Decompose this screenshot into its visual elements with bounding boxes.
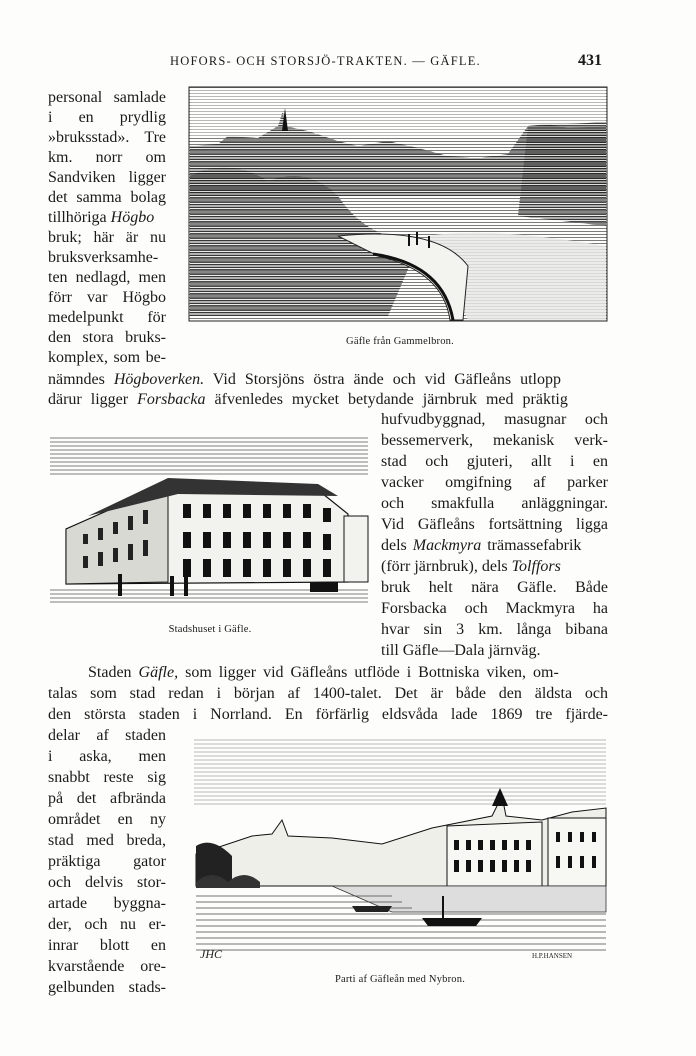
figure-gammelbron (188, 86, 608, 322)
text-fragment: trämassefabrik (487, 537, 582, 554)
running-title: HOFORS- OCH STORSJÖ-TRAKTEN. — GÄFLE. (170, 54, 481, 68)
text-line: området en ny (48, 811, 166, 828)
caption-stadshuset: Stadshuset i Gäfle. (168, 624, 252, 635)
text-line: i en prydlig (48, 109, 166, 126)
text-line (48, 390, 608, 410)
text-italic-hogbo: Högbo (110, 209, 155, 226)
engraver-signature-right: H.P.HANSEN (532, 952, 573, 960)
running-head (0, 52, 696, 74)
text-line: vacker omgifning af parker (381, 474, 608, 491)
text-fragment: därur ligger (48, 391, 129, 408)
text-fragment: Staden (88, 664, 132, 681)
text-line: bessemerverk, mekanisk verk- (381, 432, 608, 449)
text-line: stad med breda, (48, 832, 166, 849)
text-line: medelpunkt för (48, 309, 166, 326)
text-line: talas som stad redan i början af 1400-talet. Det är både den äldsta och (48, 685, 608, 702)
text-line: delar af staden (48, 727, 166, 744)
text-italic-hogboverken: Högboverken. (113, 371, 205, 388)
text-line: Forsbacka och Mackmyra ha (381, 600, 608, 617)
text-line: bruksverksamhe- (48, 249, 159, 266)
text-line: bruk; här är nu (48, 229, 166, 246)
text-fragment: dels (381, 537, 407, 554)
text-line: Sandviken ligger (48, 169, 166, 186)
text-fragment: som ligger vid Gäfleåns utflöde i Bottniska viken, om- (185, 664, 559, 681)
text-line: till Gäfle—Dala järnväg. (381, 642, 541, 659)
text-line: stad och gjuteri, allt i en (381, 453, 608, 470)
text-line: den stora bruks- (48, 329, 166, 346)
text-italic-forsbacka: Forsbacka (137, 391, 206, 408)
engraving-gammelbron (188, 86, 608, 322)
engraver-signature-left: JHC (200, 947, 222, 961)
figure-stadshuset (48, 434, 370, 610)
text-line: km. norr om (48, 149, 166, 166)
page-number: 431 (578, 52, 602, 69)
text-line: ten nedlagd, men (48, 269, 166, 286)
text-fragment: nämndes (48, 371, 105, 388)
text-line: snabbt reste sig (48, 769, 166, 786)
text-line: förr var Högbo (48, 289, 166, 306)
text-line: hufvudbyggnad, masugnar och (381, 411, 608, 428)
text-line: artade byggna- (48, 895, 166, 912)
text-italic-gafle: Gäfle, (138, 664, 179, 681)
text-line: präktiga gator (48, 853, 166, 870)
text-line: och delvis stor- (48, 874, 166, 891)
text-line (48, 370, 608, 390)
text-line: gelbunden stads- (48, 979, 166, 996)
text-line: på det afbrända (48, 790, 166, 807)
text-italic-mackmyra: Mackmyra (412, 537, 482, 554)
text-line: hvar sin 3 km. långa bibana (381, 621, 608, 638)
text-italic-tolffors: Tolffors (511, 558, 561, 575)
text-line: den största staden i Norrland. En förfärlig eldsvåda lade 1869 tre fjärde- (48, 706, 608, 723)
text-fragment: äfvenledes mycket betydande järnbruk med präktig (214, 391, 568, 408)
text-line: Vid Gäfleåns fortsättning ligga (381, 516, 608, 533)
caption-gammelbron: Gäfle från Gammelbron. (346, 336, 454, 347)
text-line: och smakfulla anläggningar. (381, 495, 608, 512)
text-line: kvarstående ore- (48, 958, 166, 975)
text-line: det samma bolag (48, 189, 166, 206)
text-line: bruk helt nära Gäfle. Både (381, 579, 608, 596)
text-line (88, 663, 608, 683)
text-line: i aska, men (48, 748, 166, 765)
text-line (48, 208, 166, 228)
caption-nybron: Parti af Gäfleån med Nybron. (334, 974, 466, 985)
text-fragment: (förr järnbruk), dels (381, 558, 508, 575)
text-line: inrar blott en (48, 937, 166, 954)
text-line (381, 557, 608, 577)
text-line (381, 536, 608, 556)
engraving-nybron (192, 736, 608, 964)
text-fragment: tillhöriga (48, 209, 107, 226)
text-line: komplex, som be- (48, 349, 166, 366)
figure-nybron (192, 736, 608, 964)
text-fragment: Vid Storsjöns östra ände och vid Gäfleåns utlopp (212, 371, 561, 388)
text-line: »bruksstad». Tre (48, 129, 166, 146)
text-line: der, och nu er- (48, 916, 166, 933)
engraving-stadshuset (48, 434, 370, 610)
text-line: personal samlade (48, 89, 166, 106)
